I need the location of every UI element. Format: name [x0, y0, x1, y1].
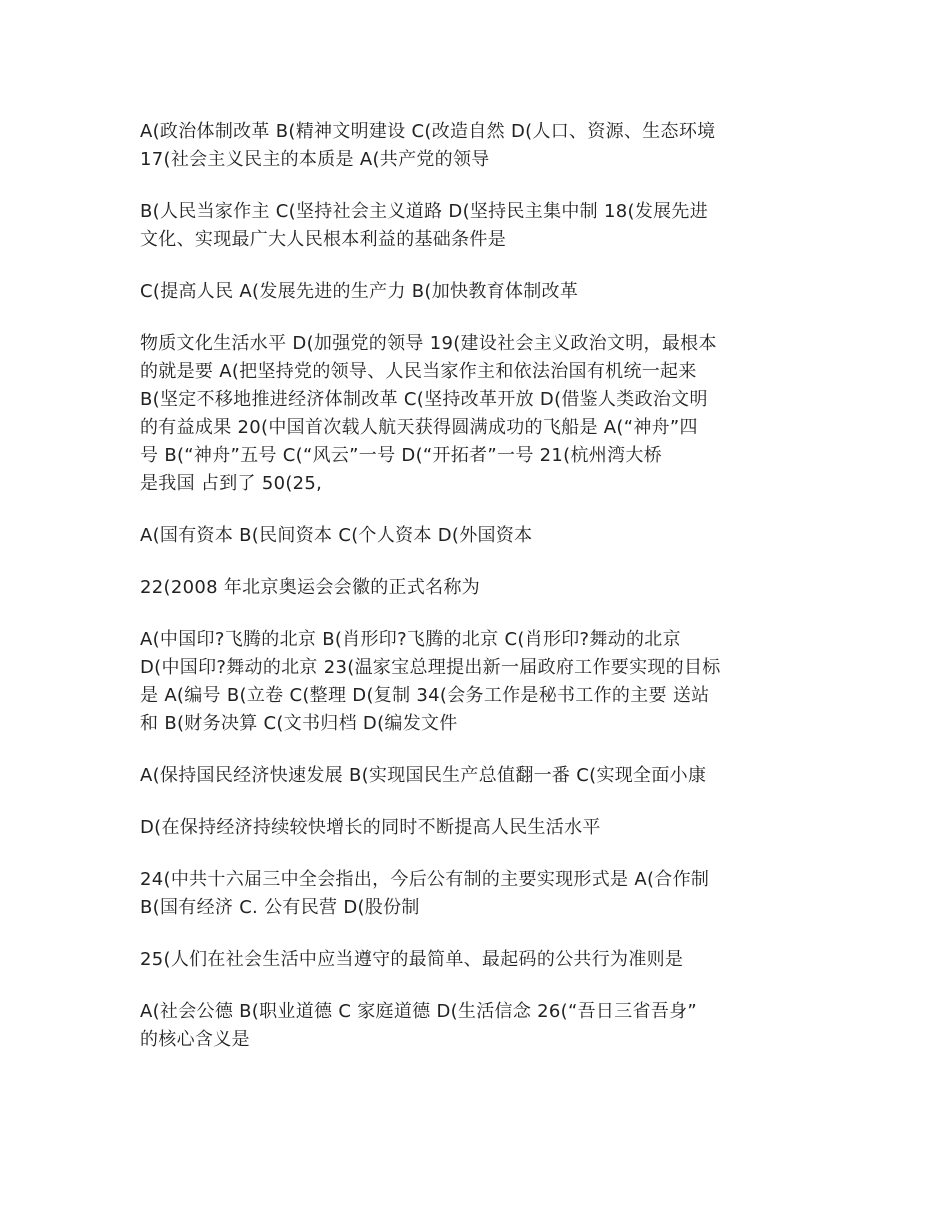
- text-line: B(国有经济 C. 公有民营 D(股份制: [140, 897, 420, 918]
- text-line: 的核心含义是: [140, 1029, 250, 1050]
- text-line: 是我国 占到了 50(25,: [140, 473, 323, 494]
- paragraph: [140, 330, 815, 498]
- text-line: D(在保持经济持续较快增长的同时不断提高人民生活水平: [140, 817, 601, 838]
- text-line: A(政治体制改革 B(精神文明建设 C(改造自然 D(人口、资源、生态环境: [140, 121, 716, 142]
- text-line: A(社会公德 B(职业道德 C 家庭道德 D(生活信念 26(“吾日三省吾身”: [140, 1001, 698, 1022]
- text-line: D(中国印?舞动的北京 23(温家宝总理提出新一届政府工作要实现的目标: [140, 657, 721, 678]
- text-line: A(保持国民经济快速发展 B(实现国民生产总值翻一番 C(实现全面小康: [140, 765, 707, 786]
- document-body: [140, 118, 815, 1078]
- paragraph: [140, 522, 815, 550]
- text-line: 的有益成果 20(中国首次载人航天获得圆满成功的飞船是 A(“神舟”四: [140, 417, 698, 438]
- paragraph: [140, 762, 815, 790]
- paragraph: [140, 118, 815, 174]
- text-line: A(中国印?飞腾的北京 B(肖形印?飞腾的北京 C(肖形印?舞动的北京: [140, 629, 681, 650]
- text-line: B(坚定不移地推进经济体制改革 C(坚持改革开放 D(借鉴人类政治文明: [140, 389, 708, 410]
- text-line: B(人民当家作主 C(坚持社会主义道路 D(坚持民主集中制 18(发展先进: [140, 201, 709, 222]
- paragraph: [140, 574, 815, 602]
- text-line: 文化、实现最广大人民根本利益的基础条件是: [140, 229, 506, 250]
- text-line: 号 B(“神舟”五号 C(“风云”一号 D(“开拓者”一号 21(杭州湾大桥: [140, 445, 663, 466]
- text-line: 24(中共十六届三中全会指出，今后公有制的主要实现形式是 A(合作制: [140, 869, 710, 890]
- text-line: A(国有资本 B(民间资本 C(个人资本 D(外国资本: [140, 525, 533, 546]
- paragraph: [140, 278, 815, 306]
- text-line: 是 A(编号 B(立卷 C(整理 D(复制 34(会务工作是秘书工作的主要 送站: [140, 685, 710, 706]
- paragraph: [140, 814, 815, 842]
- text-line: 的就是要 A(把坚持党的领导、人民当家作主和依法治国有机统一起来: [140, 361, 697, 382]
- text-line: C(提高人民 A(发展先进的生产力 B(加快教育体制改革: [140, 281, 579, 302]
- paragraph: [140, 946, 815, 974]
- paragraph: [140, 198, 815, 254]
- paragraph: [140, 626, 815, 738]
- text-line: 17(社会主义民主的本质是 A(共产党的领导: [140, 149, 490, 170]
- paragraph: [140, 866, 815, 922]
- text-line: 22(2008 年北京奥运会会徽的正式名称为: [140, 577, 481, 598]
- text-line: 和 B(财务决算 C(文书归档 D(编发文件: [140, 713, 458, 734]
- text-line: 物质文化生活水平 D(加强党的领导 19(建设社会主义政治文明，最根本: [140, 333, 717, 354]
- text-line: 25(人们在社会生活中应当遵守的最简单、最起码的公共行为准则是: [140, 949, 684, 970]
- paragraph: [140, 998, 815, 1054]
